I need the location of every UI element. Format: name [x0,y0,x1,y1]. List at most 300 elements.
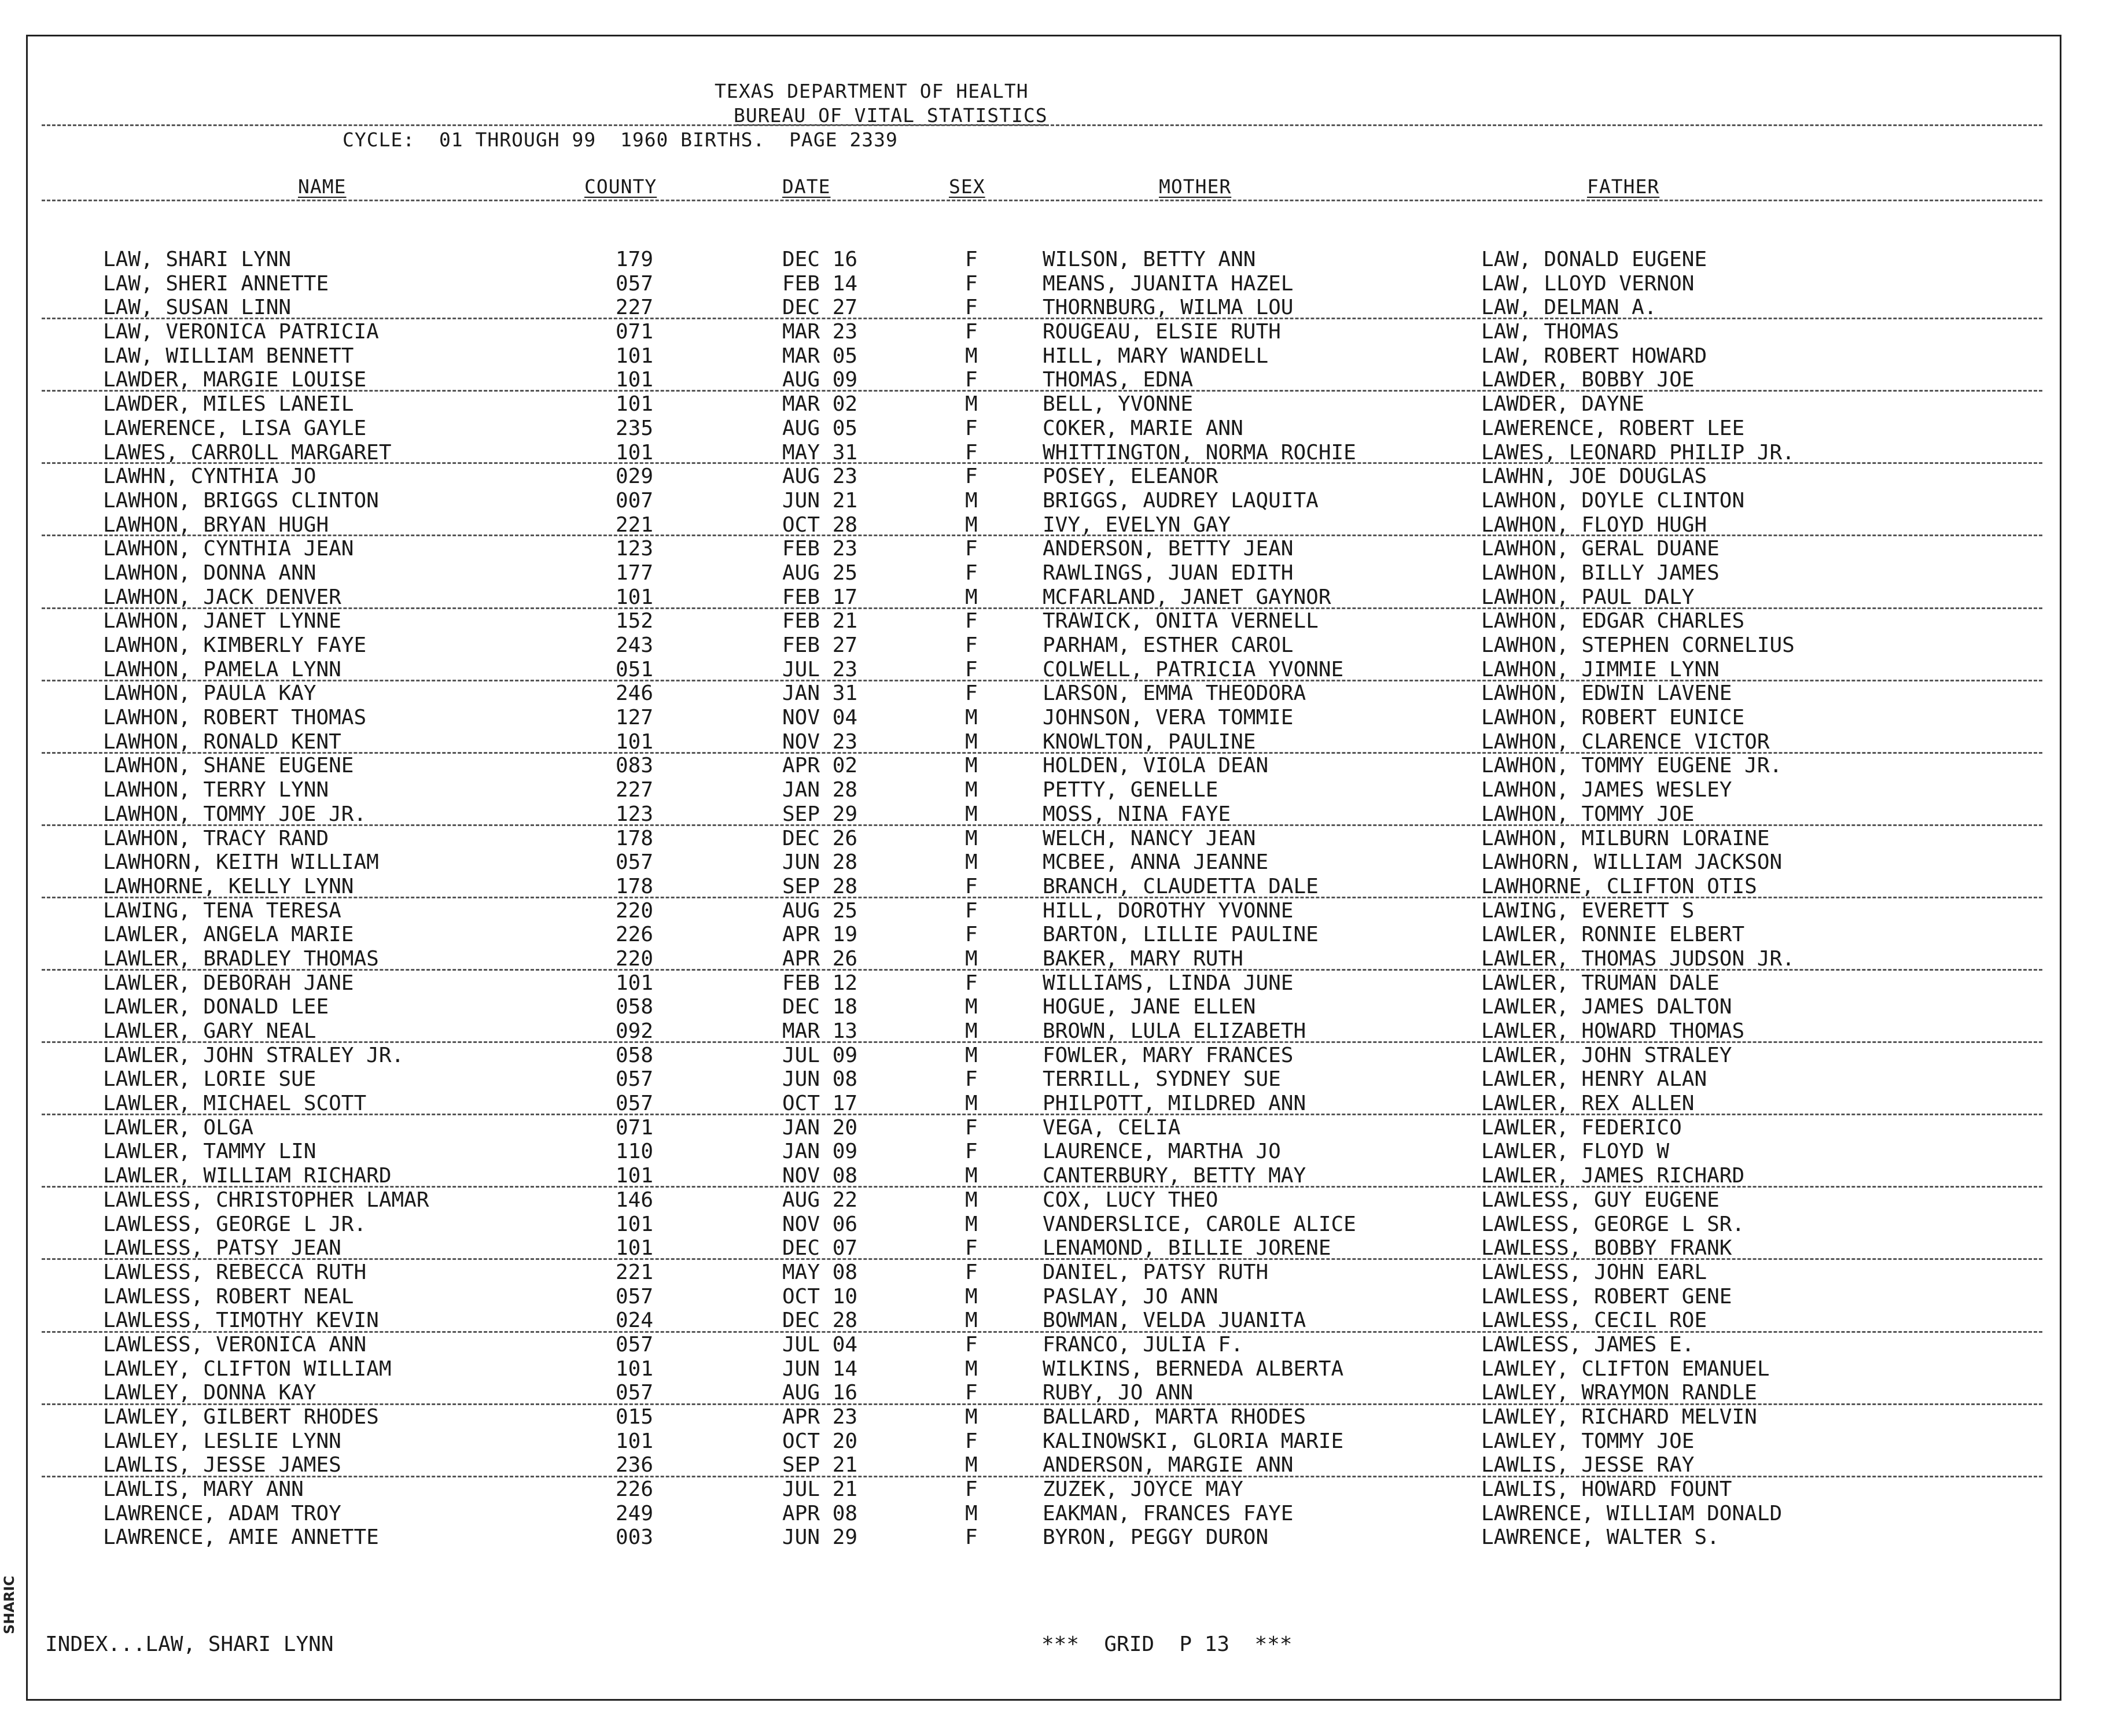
cell-father: LAWLER, TRUMAN DALE [1481,971,1720,995]
cell-county: 246 [616,681,654,706]
department-title: TEXAS DEPARTMENT OF HEALTH [715,80,1029,102]
cell-sex: F [965,609,978,633]
cell-county: 179 [616,248,654,271]
cell-sex: F [965,1067,978,1092]
cell-father: LAWLER, JAMES DALTON [1481,995,1732,1019]
cell-sex: F [965,1525,978,1550]
cell-sex: M [965,778,978,802]
table-row [0,1525,2117,1550]
cell-county: 015 [616,1405,654,1429]
cell-mother: COLWELL, PATRICIA YVONNE [1043,657,1344,681]
cell-father: LAWHN, JOE DOUGLAS [1481,465,1707,489]
cell-mother: VANDERSLICE, CAROLE ALICE [1043,1212,1356,1236]
cell-date: OCT 17 [782,1092,858,1116]
cell-name: LAWHON, ROBERT THOMAS [103,706,367,730]
cell-county: 226 [616,1477,654,1502]
row-group-divider [42,535,2042,536]
cell-county: 101 [616,971,654,995]
cell-father: LAWLER, HENRY ALAN [1481,1067,1707,1092]
cell-sex: M [965,1043,978,1067]
cell-county: 083 [616,754,654,778]
cell-date: JUN 14 [782,1357,858,1381]
table-row [0,1333,2117,1357]
row-group-divider [42,824,2042,826]
cell-date: JUL 04 [782,1332,858,1357]
column-header-county: COUNTY [584,175,657,198]
cell-date: FEB 27 [782,633,858,657]
cell-father: LAWERENCE, ROBERT LEE [1481,416,1745,440]
cell-name: LAWLEY, LESLIE LYNN [103,1429,341,1453]
cell-county: 177 [616,561,654,585]
table-row [0,1502,2117,1526]
cell-name: LAW, VERONICA PATRICIA [103,320,379,344]
cell-father: LAWLESS, ROBERT GENE [1481,1284,1732,1309]
cell-date: AUG 25 [782,561,858,585]
cell-mother: BRANCH, CLAUDETTA DALE [1043,874,1319,898]
cell-mother: BRIGGS, AUDREY LAQUITA [1043,488,1319,513]
cell-date: OCT 28 [782,513,858,537]
cell-county: 057 [616,1092,654,1116]
column-header-name: NAME [298,175,347,198]
cell-date: DEC 28 [782,1309,858,1333]
cell-sex: F [965,1140,978,1164]
cell-father: LAWLIS, HOWARD FOUNT [1481,1477,1732,1502]
cell-name: LAWLESS, TIMOTHY KEVIN [103,1309,379,1333]
cell-date: APR 19 [782,923,858,947]
cell-county: 178 [616,826,654,850]
cell-name: LAWLER, ANGELA MARIE [103,923,354,947]
cell-county: 227 [616,778,654,802]
table-row [0,681,2117,706]
cell-mother: HILL, DOROTHY YVONNE [1043,898,1294,923]
cell-date: DEC 07 [782,1236,858,1260]
table-row [0,1260,2117,1285]
table-row [0,850,2117,875]
cell-mother: MOSS, NINA FAYE [1043,802,1231,826]
cell-name: LAWES, CARROLL MARGARET [103,440,392,465]
table-row [0,585,2117,610]
table-row [0,441,2117,465]
cell-mother: RUBY, JO ANN [1043,1381,1194,1405]
cell-sex: F [965,440,978,465]
cell-county: 220 [616,946,654,971]
table-row [0,537,2117,561]
cell-mother: HILL, MARY WANDELL [1043,344,1269,368]
cell-county: 029 [616,465,654,489]
cell-sex: M [965,585,978,609]
cell-name: LAWDER, MARGIE LOUISE [103,368,367,392]
table-row [0,489,2117,513]
cell-date: JAN 31 [782,681,858,706]
cell-mother: TRAWICK, ONITA VERNELL [1043,609,1319,633]
cell-county: 127 [616,706,654,730]
cell-sex: M [965,513,978,537]
cell-date: JUL 09 [782,1043,858,1067]
cell-sex: F [965,537,978,561]
cell-father: LAWLER, REX ALLEN [1481,1092,1695,1116]
cell-mother: CANTERBURY, BETTY MAY [1043,1164,1306,1188]
cell-date: JUN 21 [782,488,858,513]
cell-mother: EAKMAN, FRANCES FAYE [1043,1501,1294,1525]
cell-mother: ANDERSON, MARGIE ANN [1043,1453,1294,1477]
cell-county: 236 [616,1453,654,1477]
cell-sex: M [965,392,978,417]
cell-date: SEP 29 [782,802,858,826]
table-row [0,1116,2117,1140]
cell-name: LAWLEY, CLIFTON WILLIAM [103,1357,392,1381]
cell-father: LAWHON, BILLY JAMES [1481,561,1720,585]
table-row [0,417,2117,441]
cell-date: DEC 27 [782,296,858,320]
cell-mother: BELL, YVONNE [1043,392,1194,417]
cell-mother: PASLAY, JO ANN [1043,1284,1218,1309]
cell-date: JAN 20 [782,1115,858,1140]
cell-date: APR 23 [782,1405,858,1429]
cell-name: LAWHON, RONALD KENT [103,729,341,754]
cell-name: LAWHON, JANET LYNNE [103,609,341,633]
cell-county: 101 [616,1212,654,1236]
table-row [0,1429,2117,1454]
row-group-divider [42,390,2042,392]
cell-date: JUL 23 [782,657,858,681]
table-row [0,1140,2117,1164]
cell-mother: LENAMOND, BILLIE JORENE [1043,1236,1331,1260]
cell-father: LAWLER, FEDERICO [1481,1115,1682,1140]
cell-father: LAWLER, JOHN STRALEY [1481,1043,1732,1067]
cell-date: AUG 16 [782,1381,858,1405]
cell-sex: F [965,561,978,585]
cell-mother: PARHAM, ESTHER CAROL [1043,633,1294,657]
cell-mother: TERRILL, SYDNEY SUE [1043,1067,1281,1092]
table-row [0,923,2117,947]
table-row [0,633,2117,658]
cell-father: LAWHON, DOYLE CLINTON [1481,488,1745,513]
cell-sex: F [965,1236,978,1260]
cell-name: LAWLER, LORIE SUE [103,1067,316,1092]
cell-name: LAWHORNE, KELLY LYNN [103,874,354,898]
cell-sex: M [965,488,978,513]
cell-father: LAWHON, ROBERT EUNICE [1481,706,1745,730]
cell-name: LAWRENCE, ADAM TROY [103,1501,341,1525]
cell-sex: F [965,368,978,392]
cell-father: LAWDER, BOBBY JOE [1481,368,1695,392]
cell-date: FEB 17 [782,585,858,609]
cell-father: LAWHON, STEPHEN CORNELIUS [1481,633,1795,657]
cell-mother: ANDERSON, BETTY JEAN [1043,537,1294,561]
table-row [0,706,2117,730]
table-row [0,971,2117,996]
cell-father: LAWLESS, JAMES E. [1481,1332,1695,1357]
cell-county: 101 [616,344,654,368]
cell-name: LAWHON, KIMBERLY FAYE [103,633,367,657]
row-group-divider [42,680,2042,681]
cell-mother: HOGUE, JANE ELLEN [1043,995,1256,1019]
cell-date: APR 26 [782,946,858,971]
cell-name: LAWRENCE, AMIE ANNETTE [103,1525,379,1550]
cell-mother: KALINOWSKI, GLORIA MARIE [1043,1429,1344,1453]
table-row [0,730,2117,754]
cell-county: 221 [616,513,654,537]
cell-sex: M [965,1019,978,1043]
cell-county: 110 [616,1140,654,1164]
cell-sex: M [965,995,978,1019]
cell-county: 051 [616,657,654,681]
cell-mother: RAWLINGS, JUAN EDITH [1043,561,1294,585]
table-row [0,1164,2117,1188]
cell-county: 101 [616,1357,654,1381]
cell-county: 057 [616,1284,654,1309]
cell-father: LAWLEY, WRAYMON RANDLE [1481,1381,1757,1405]
cell-name: LAWLER, TAMMY LIN [103,1140,316,1164]
table-row [0,465,2117,489]
cell-father: LAWLER, JAMES RICHARD [1481,1164,1745,1188]
cell-father: LAWLER, FLOYD W [1481,1140,1670,1164]
cell-name: LAWING, TENA TERESA [103,898,341,923]
cell-mother: FOWLER, MARY FRANCES [1043,1043,1294,1067]
cell-county: 123 [616,802,654,826]
cell-date: MAR 02 [782,392,858,417]
table-row [0,561,2117,585]
table-row [0,754,2117,778]
row-group-divider [42,1476,2042,1477]
cell-name: LAWLER, DONALD LEE [103,995,329,1019]
cell-name: LAWLESS, CHRISTOPHER LAMAR [103,1188,429,1212]
cell-father: LAWING, EVERETT S [1481,898,1695,923]
table-row [0,344,2117,368]
cell-father: LAWHON, PAUL DALY [1481,585,1695,609]
cell-mother: BYRON, PEGGY DURON [1043,1525,1269,1550]
cell-sex: M [965,946,978,971]
cell-father: LAWHON, GERAL DUANE [1481,537,1720,561]
cell-name: LAW, SUSAN LINN [103,296,292,320]
cell-father: LAWLESS, CECIL ROE [1481,1309,1707,1333]
cell-sex: F [965,1429,978,1453]
cell-county: 220 [616,898,654,923]
table-row [0,272,2117,296]
cell-sex: M [965,1164,978,1188]
cell-mother: IVY, EVELYN GAY [1043,513,1231,537]
table-row [0,995,2117,1019]
table-row [0,1067,2117,1092]
side-label: SHARIC [1,1576,17,1634]
table-row [0,248,2117,272]
cell-date: OCT 20 [782,1429,858,1453]
cell-mother: MEANS, JUANITA HAZEL [1043,271,1294,296]
column-header-sex: SEX [949,175,985,198]
cell-name: LAWLESS, GEORGE L JR. [103,1212,367,1236]
cell-father: LAWHON, JAMES WESLEY [1481,778,1732,802]
cell-sex: F [965,874,978,898]
cell-county: 101 [616,729,654,754]
cell-county: 057 [616,271,654,296]
cell-mother: BAKER, MARY RUTH [1043,946,1243,971]
cell-sex: M [965,344,978,368]
cell-name: LAWLESS, REBECCA RUTH [103,1260,367,1284]
cell-mother: LARSON, EMMA THEODORA [1043,681,1306,706]
cell-father: LAWHON, FLOYD HUGH [1481,513,1707,537]
table-row [0,1212,2117,1237]
cell-name: LAWLER, MICHAEL SCOTT [103,1092,367,1116]
cell-father: LAWRENCE, WILLIAM DONALD [1481,1501,1783,1525]
cell-sex: M [965,706,978,730]
cell-name: LAW, SHARI LYNN [103,248,292,271]
cell-county: 057 [616,1067,654,1092]
cell-county: 058 [616,995,654,1019]
cell-father: LAWHON, JIMMIE LYNN [1481,657,1720,681]
cell-mother: BROWN, LULA ELIZABETH [1043,1019,1306,1043]
cell-mother: WILSON, BETTY ANN [1043,248,1256,271]
table-row [0,320,2117,344]
cell-name: LAWLEY, DONNA KAY [103,1381,316,1405]
cell-sex: M [965,1284,978,1309]
row-group-divider [42,752,2042,754]
cell-date: DEC 26 [782,826,858,850]
grid-footer: *** GRID P 13 *** [1041,1632,1293,1656]
cell-sex: F [965,1381,978,1405]
cell-county: 123 [616,537,654,561]
table-row [0,947,2117,971]
cell-mother: BALLARD, MARTA RHODES [1043,1405,1306,1429]
cell-name: LAWLESS, PATSY JEAN [103,1236,341,1260]
cell-date: AUG 09 [782,368,858,392]
cell-father: LAWLEY, CLIFTON EMANUEL [1481,1357,1770,1381]
cell-county: 024 [616,1309,654,1333]
cell-father: LAWRENCE, WALTER S. [1481,1525,1720,1550]
cell-date: NOV 23 [782,729,858,754]
cell-name: LAWHON, SHANE EUGENE [103,754,354,778]
table-row [0,899,2117,923]
table-row [0,1019,2117,1044]
cell-sex: M [965,754,978,778]
cell-name: LAWLIS, JESSE JAMES [103,1453,341,1477]
cell-mother: MCBEE, ANNA JEANNE [1043,850,1269,875]
cell-mother: PETTY, GENELLE [1043,778,1218,802]
cell-father: LAWLER, RONNIE ELBERT [1481,923,1745,947]
cell-date: JUN 28 [782,850,858,875]
cell-sex: M [965,1212,978,1236]
cell-mother: DANIEL, PATSY RUTH [1043,1260,1269,1284]
cell-date: JUN 08 [782,1067,858,1092]
row-group-divider [42,897,2042,898]
cell-father: LAWLESS, JOHN EARL [1481,1260,1707,1284]
cell-father: LAWLESS, BOBBY FRANK [1481,1236,1732,1260]
cell-father: LAW, ROBERT HOWARD [1481,344,1707,368]
cell-father: LAWDER, DAYNE [1481,392,1644,417]
bureau-title: BUREAU OF VITAL STATISTICS [734,104,1048,127]
table-row [0,802,2117,827]
cell-date: AUG 23 [782,465,858,489]
column-header-mother: MOTHER [1159,175,1232,198]
cell-date: DEC 18 [782,995,858,1019]
cell-date: FEB 21 [782,609,858,633]
cell-county: 249 [616,1501,654,1525]
cell-name: LAWLESS, ROBERT NEAL [103,1284,354,1309]
cell-father: LAWHON, CLARENCE VICTOR [1481,729,1770,754]
cell-name: LAWLER, BRADLEY THOMAS [103,946,379,971]
cell-father: LAWHON, EDWIN LAVENE [1481,681,1732,706]
cell-date: MAY 31 [782,440,858,465]
cell-sex: F [965,465,978,489]
cell-sex: M [965,1501,978,1525]
cell-county: 101 [616,1429,654,1453]
cell-county: 101 [616,1236,654,1260]
table-row [0,827,2117,851]
cell-date: FEB 23 [782,537,858,561]
row-group-divider [42,1403,2042,1405]
cell-name: LAW, SHERI ANNETTE [103,271,329,296]
column-header-divider [42,200,2042,201]
table-row [0,1285,2117,1309]
cell-sex: F [965,1477,978,1502]
cell-county: 152 [616,609,654,633]
cell-date: NOV 04 [782,706,858,730]
row-group-divider [42,1041,2042,1043]
cell-father: LAWHON, EDGAR CHARLES [1481,609,1745,633]
cell-mother: ROUGEAU, ELSIE RUTH [1043,320,1281,344]
cell-sex: F [965,898,978,923]
cell-sex: F [965,681,978,706]
cell-name: LAWHN, CYNTHIA JO [103,465,316,489]
cell-name: LAWLEY, GILBERT RHODES [103,1405,379,1429]
cell-name: LAWLESS, VERONICA ANN [103,1332,367,1357]
cell-mother: PHILPOTT, MILDRED ANN [1043,1092,1306,1116]
column-header-father: FATHER [1587,175,1660,198]
cell-county: 003 [616,1525,654,1550]
row-group-divider [42,1114,2042,1115]
table-row [0,778,2117,802]
cell-county: 101 [616,368,654,392]
cell-sex: F [965,1332,978,1357]
cell-date: FEB 14 [782,271,858,296]
cell-sex: F [965,416,978,440]
cell-date: SEP 21 [782,1453,858,1477]
row-group-divider [42,318,2042,319]
cell-name: LAWHON, TRACY RAND [103,826,329,850]
cell-name: LAWHON, JACK DENVER [103,585,341,609]
cell-county: 057 [616,1332,654,1357]
cell-county: 146 [616,1188,654,1212]
cell-date: MAR 23 [782,320,858,344]
table-row [0,1477,2117,1502]
cell-name: LAWLER, WILLIAM RICHARD [103,1164,392,1188]
cell-county: 057 [616,1381,654,1405]
cell-mother: ZUZEK, JOYCE MAY [1043,1477,1243,1502]
index-footer: INDEX...LAW, SHARI LYNN [45,1632,334,1656]
cell-sex: M [965,1405,978,1429]
column-header-date: DATE [782,175,831,198]
cell-county: 101 [616,392,654,417]
cell-sex: M [965,1188,978,1212]
cell-date: NOV 08 [782,1164,858,1188]
cell-father: LAWLESS, GUY EUGENE [1481,1188,1720,1212]
cell-date: MAY 08 [782,1260,858,1284]
cell-mother: WILKINS, BERNEDA ALBERTA [1043,1357,1344,1381]
row-group-divider [42,1186,2042,1188]
cell-mother: HOLDEN, VIOLA DEAN [1043,754,1269,778]
header-divider [42,124,2042,126]
cell-sex: F [965,633,978,657]
table-row [0,875,2117,899]
cell-mother: BARTON, LILLIE PAULINE [1043,923,1319,947]
cell-date: APR 02 [782,754,858,778]
cell-name: LAWLIS, MARY ANN [103,1477,304,1502]
cell-mother: LAURENCE, MARTHA JO [1043,1140,1281,1164]
cell-father: LAWHON, TOMMY EUGENE JR. [1481,754,1783,778]
cell-father: LAW, DONALD EUGENE [1481,248,1707,271]
cell-father: LAWLIS, JESSE RAY [1481,1453,1695,1477]
cell-mother: WHITTINGTON, NORMA ROCHIE [1043,440,1356,465]
cell-county: 243 [616,633,654,657]
